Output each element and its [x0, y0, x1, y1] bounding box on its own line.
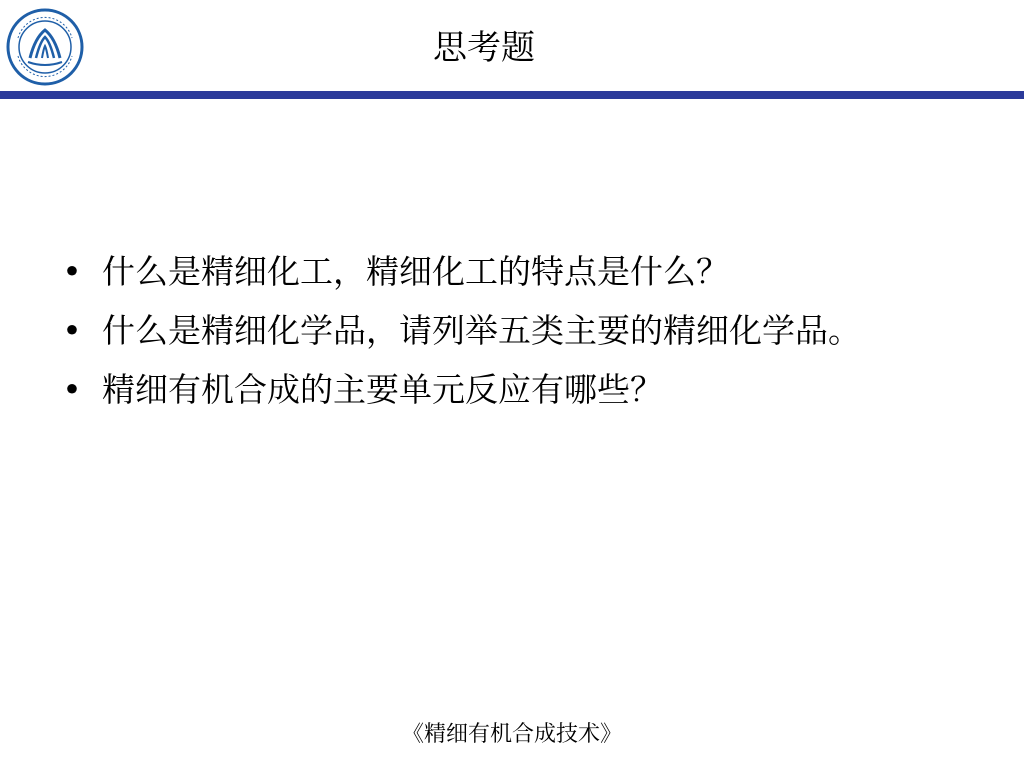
question-list — [62, 242, 942, 419]
question-text: 什么是精细化工，精细化工的特点是什么？ — [102, 252, 729, 291]
page-title: 思考题 — [433, 28, 535, 68]
bullet-icon: • — [62, 311, 82, 350]
footer-course-title: 《精细有机合成技术》 — [401, 722, 622, 747]
list-item — [62, 360, 942, 419]
bullet-icon: • — [62, 252, 82, 291]
header-divider — [0, 91, 1024, 99]
question-text: 精细有机合成的主要单元反应有哪些？ — [102, 370, 663, 409]
list-item — [62, 301, 942, 360]
list-item — [62, 242, 942, 301]
bullet-icon: • — [62, 370, 82, 409]
question-text: 什么是精细化学品，请列举五类主要的精细化学品。 — [102, 311, 861, 350]
